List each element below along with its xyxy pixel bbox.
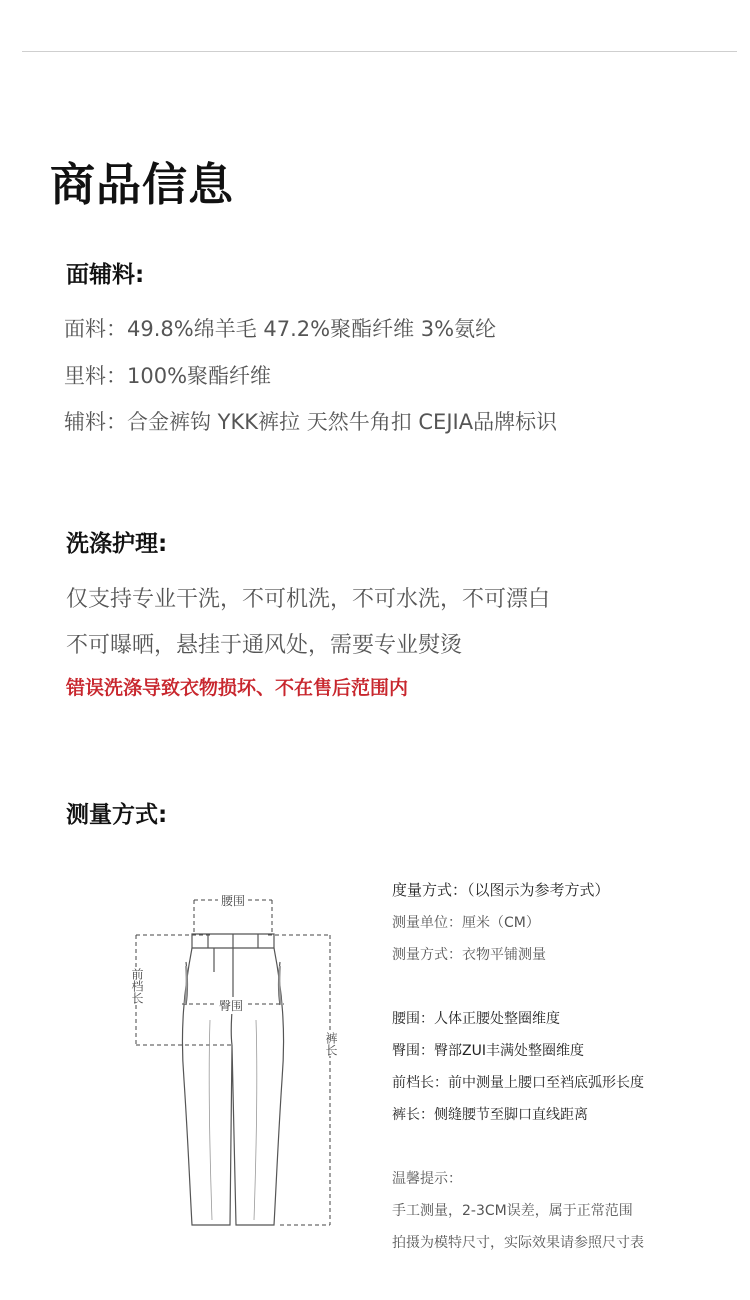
- tip-line-2: 拍摄为模特尺寸，实际效果请参照尺寸表: [392, 1235, 644, 1251]
- materials-heading: 面辅料:: [66, 262, 145, 288]
- length-label: 裤长: [324, 1032, 338, 1056]
- care-heading: 洗涤护理:: [66, 531, 168, 557]
- top-divider: [22, 51, 737, 52]
- waist-label: 腰围: [221, 894, 246, 908]
- page-title: 商品信息: [50, 158, 235, 211]
- measure-heading: 测量方式:: [66, 802, 168, 828]
- care-line-1: 仅支持专业干洗，不可机洗，不可水洗，不可漂白: [66, 587, 551, 612]
- care-line-2: 不可曝晒，悬挂于通风处，需要专业熨烫: [66, 633, 463, 658]
- measure-info-title: 度量方式：（以图示为参考方式）: [392, 881, 610, 899]
- definition-rise: 前档长：前中测量上腰口至裆底弧形长度: [392, 1075, 644, 1091]
- definition-waist: 腰围：人体正腰处整圈维度: [392, 1011, 560, 1027]
- material-line-accessories: 辅料：合金裤钩 YKK裤拉 天然牛角扣 CEJIA品牌标识: [64, 410, 558, 434]
- pants-measurement-diagram: [120, 880, 350, 1240]
- definition-length: 裤长：侧缝腰节至脚口直线距离: [392, 1107, 588, 1123]
- tip-line-1: 手工测量，2-3CM误差，属于正常范围: [392, 1203, 633, 1219]
- hip-label: 臀围: [219, 999, 244, 1013]
- material-line-lining: 里料：100%聚酯纤维: [64, 364, 272, 388]
- rise-label: 前档长: [130, 968, 144, 1004]
- definition-hip: 臀围：臀部ZUI丰满处整圈维度: [392, 1043, 584, 1059]
- measure-unit: 测量单位：厘米（CM）: [392, 915, 540, 931]
- pants-drawing: [120, 880, 350, 1240]
- material-line-shell: 面料：49.8%绵羊毛 47.2%聚酯纤维 3%氨纶: [64, 317, 497, 341]
- tip-title: 温馨提示：: [392, 1171, 462, 1187]
- measure-method: 测量方式：衣物平铺测量: [392, 947, 546, 963]
- care-warning: 错误洗涤导致衣物损坏、不在售后范围内: [66, 677, 409, 699]
